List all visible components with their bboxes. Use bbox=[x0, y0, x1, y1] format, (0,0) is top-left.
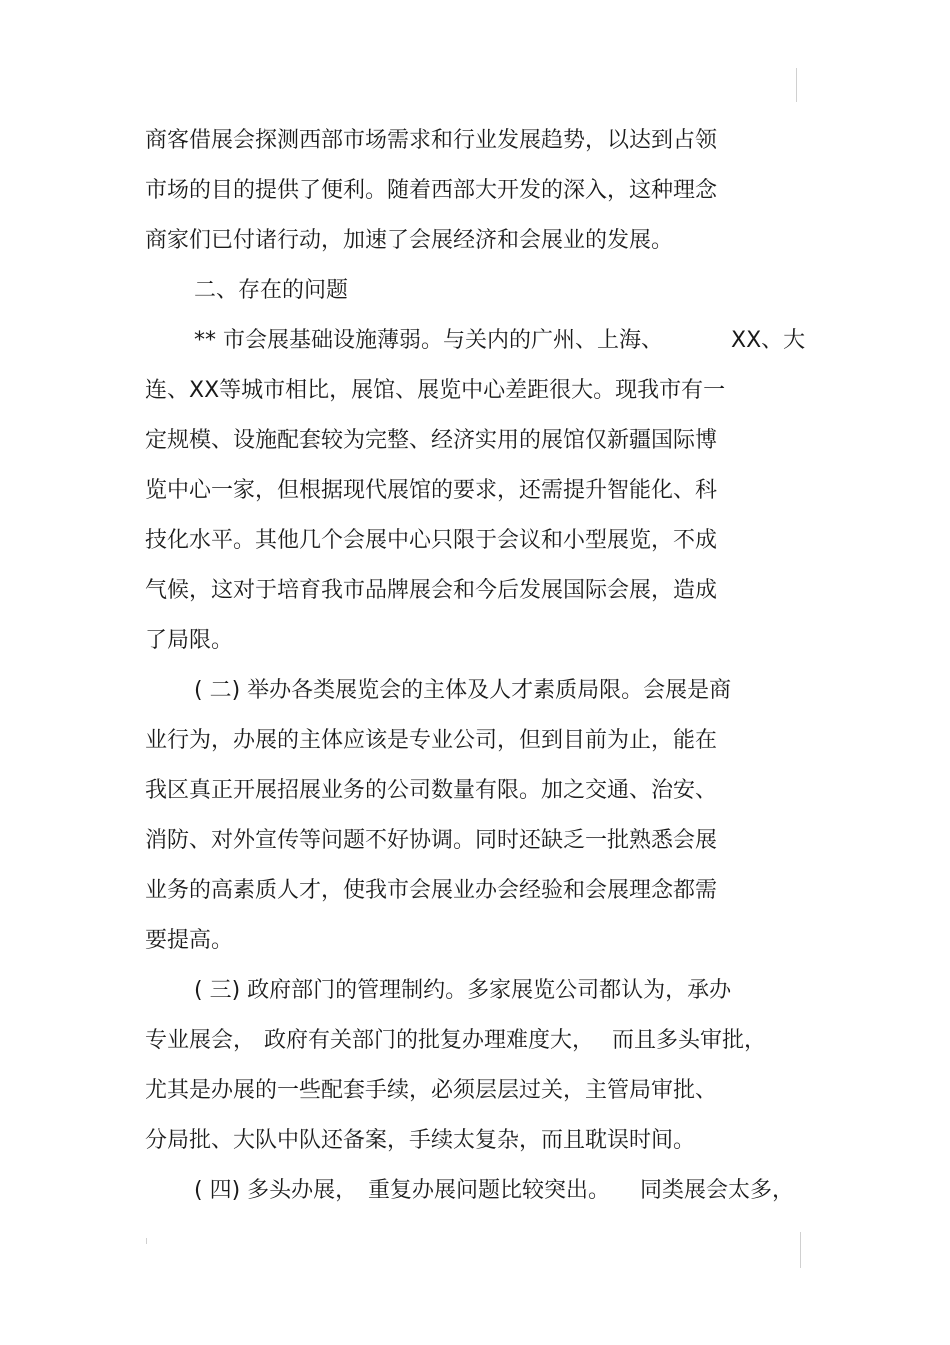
text-line bbox=[0, 123, 950, 159]
text-segment: 重复办展问题比较突出。 bbox=[368, 1178, 611, 1203]
top-right-margin-mark bbox=[796, 68, 797, 102]
text-line bbox=[0, 323, 950, 359]
bottom-left-margin-mark bbox=[146, 1238, 147, 1244]
text-line bbox=[0, 573, 950, 609]
text-line bbox=[0, 1123, 950, 1159]
text-line bbox=[0, 723, 950, 759]
text-segment: XX、大 bbox=[731, 328, 806, 353]
text-segment: 专业展会， bbox=[145, 1028, 256, 1053]
text-segment: 而且多头审批， bbox=[612, 1028, 767, 1053]
text-segment: 了局限。 bbox=[145, 628, 234, 653]
text-segment: 政府有关部门的批复办理难度大， bbox=[264, 1028, 595, 1053]
text-line bbox=[0, 473, 950, 509]
text-segment: 览中心一家，但根据现代展馆的要求，还需提升智能化、科 bbox=[145, 478, 718, 503]
text-segment: 我区真正开展招展业务的公司数量有限。加之交通、治安、 bbox=[145, 778, 718, 803]
heading-text: 二、存在的问题 bbox=[194, 278, 349, 303]
text-segment: ( 四) 多头办展， bbox=[194, 1178, 358, 1203]
text-segment: 商客借展会探测西部市场需求和行业发展趋势，以达到占领 bbox=[145, 128, 718, 153]
section-heading bbox=[0, 273, 950, 309]
text-segment: 连、XX等城市相比，展馆、展览中心差距很大。现我市有一 bbox=[145, 378, 726, 403]
text-segment: ( 三) 政府部门的管理制约。多家展览公司都认为，承办 bbox=[194, 978, 732, 1003]
text-line bbox=[0, 773, 950, 809]
text-segment: 技化水平。其他几个会展中心只限于会议和小型展览，不成 bbox=[145, 528, 718, 553]
text-line bbox=[0, 173, 950, 209]
text-line bbox=[0, 1173, 950, 1209]
text-line bbox=[0, 673, 950, 709]
text-segment: 消防、对外宣传等问题不好协调。同时还缺乏一批熟悉会展 bbox=[145, 828, 718, 853]
text-line bbox=[0, 223, 950, 259]
text-line bbox=[0, 423, 950, 459]
text-line bbox=[0, 373, 950, 409]
text-segment: 商家们已付诸行动，加速了会展经济和会展业的发展。 bbox=[145, 228, 674, 253]
text-line bbox=[0, 623, 950, 659]
text-segment: 业务的高素质人才，使我市会展业办会经验和会展理念都需 bbox=[145, 878, 718, 903]
text-line bbox=[0, 523, 950, 559]
text-line bbox=[0, 873, 950, 909]
text-line bbox=[0, 923, 950, 959]
text-line bbox=[0, 973, 950, 1009]
text-segment: 要提高。 bbox=[145, 928, 234, 953]
text-segment: ( 二) 举办各类展览会的主体及人才素质局限。会展是商 bbox=[194, 678, 732, 703]
text-segment: 同类展会太多， bbox=[640, 1178, 795, 1203]
text-line bbox=[0, 1073, 950, 1109]
bottom-right-margin-mark bbox=[800, 1232, 801, 1268]
text-segment: 尤其是办展的一些配套手续，必须层层过关，主管局审批、 bbox=[145, 1078, 718, 1103]
text-segment: 业行为，办展的主体应该是专业公司，但到目前为止，能在 bbox=[145, 728, 718, 753]
text-line bbox=[0, 1023, 950, 1059]
text-segment: 市场的目的提供了便利。随着西部大开发的深入，这种理念 bbox=[145, 178, 718, 203]
text-segment: 分局批、大队中队还备案，手续太复杂，而且耽误时间。 bbox=[145, 1128, 696, 1153]
text-segment: 定规模、设施配套较为完整、经济实用的展馆仅新疆国际博 bbox=[145, 428, 718, 453]
text-segment: 气候，这对于培育我市品牌展会和今后发展国际会展，造成 bbox=[145, 578, 718, 603]
text-line bbox=[0, 823, 950, 859]
text-segment: ** 市会展基础设施薄弱。与关内的广州、上海、 bbox=[194, 328, 663, 353]
